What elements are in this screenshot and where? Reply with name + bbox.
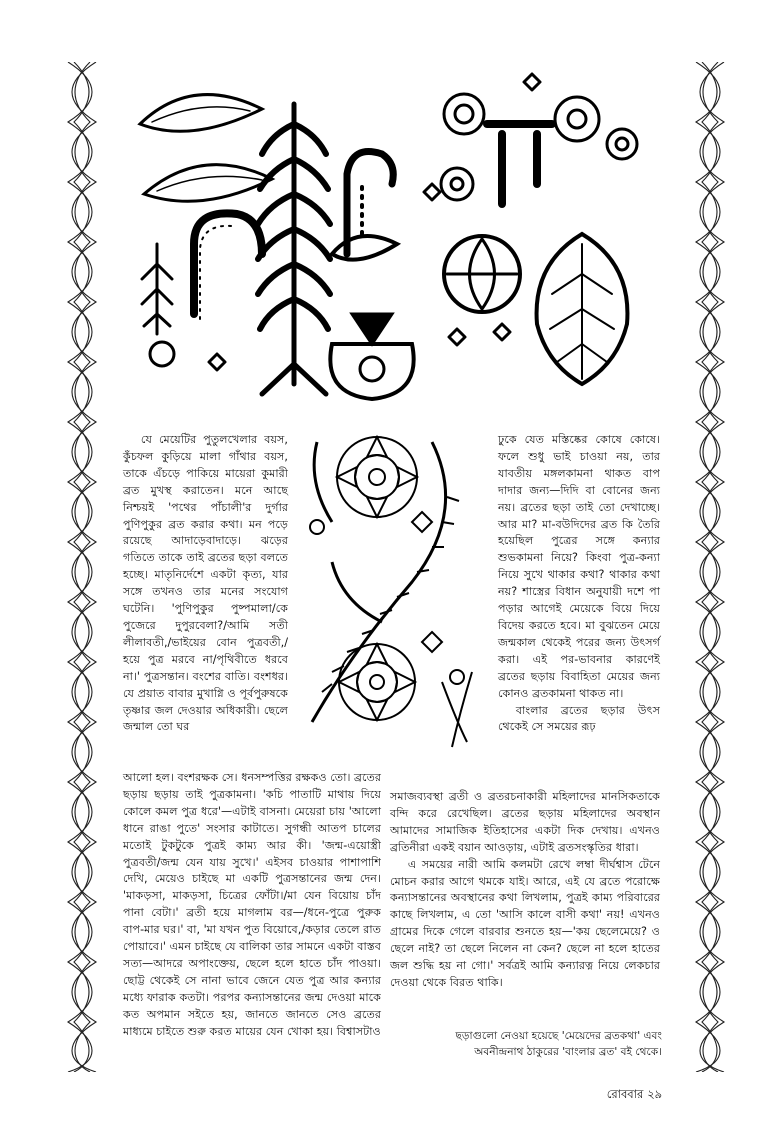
alpana-lotus-vine-illustration (292, 422, 490, 762)
paragraph: বাংলার ব্রতের ছড়ার উৎস থেকেই সে সময়ের রূঢ় (498, 703, 660, 734)
alpana-motifs-illustration (122, 64, 657, 409)
left-border-ornament-icon (60, 62, 104, 1072)
credit-text: ছড়াগুলো নেওয়া হয়েছে 'মেয়েদের ব্রতকথা' এবং অবনীন্দ্রনাথ ঠাকুরের 'বাংলার ব্রত' বই থেকে। (455, 1030, 662, 1058)
pot-icon (330, 314, 413, 399)
article-column-right-top (498, 432, 660, 736)
article-column-left-bottom (123, 770, 381, 1041)
page-footer (560, 1086, 662, 1105)
fern-icon (258, 104, 330, 394)
page-number: ২৯ (647, 1087, 662, 1101)
paragraph: সমাজব্যবস্থা ব্রতী ও ব্রতরচনাকারী মহিলাদের মানসিকতাকে বন্দি করে রেখেছিল। ব্রতের ছড়ায় মহিলাদের অবস্থান আমাদের সামাজিক ইতিহাসের একটা দিক দেখায়। এখনও ব্রতিনীরা একই বয়ান আওড়ায়, এটাই ব্রতসংস্কৃতির ধারা। (390, 790, 660, 854)
lotus-flower-icon (337, 437, 417, 517)
paragraph: এ সময়ের নারী আমি কলমটা রেখে লম্বা দীর্ঘশ্বাস টেনে মোচন করার আগে থমকে যাই। আরে, এই যে ব্রতে পরোক্ষে কন্যাসন্তানের অবস্থানের কথা লিখলাম, পুত্রই কাম্য পরিবারের কাছে লিখলাম, এ তো 'আসি কালে বাসী কথা' নয়! এখনও গ্রামের দিকে গেলে বারবার শুনতে হয়—'কয় ছেলেমেয়ে? ও ছেলে নাই? তা ছেলে নিলেন না কেন? ছেলে না হলে হাতের জল শুদ্ধি হয় না গো।' সর্বত্রই আমি কন্যারত্ন নিয়ে লেকচার দেওয়া থেকে বিরত থাকি। (390, 857, 660, 989)
leaf-pod-icon (140, 95, 272, 202)
article-column-left-top (123, 432, 288, 736)
paragraph: ঢুকে যেত মস্তিষ্কের কোষে কোষে। ফলে শুধু ভাই চাওয়া নয়, তার যাবতীয় মঙ্গলকামনা থাকত বাপ দাদার জন্য—দিদি বা বোনের জন্য নয়। ব্রতের ছড়া তাই তো দেখাচ্ছে। আর মা? মা-বউদিদের ব্রত কি তৈরি হয়েছিল পুত্রের সঙ্গে কন্যার শুভকামনা নিয়ে? কিংবা পুত্র-কন্যা নিয়ে সুখে থাকার কথা? থাকার কথা নয়? শাস্ত্রের বিধান অনুযায়ী দশে পা পড়ার আগেই মেয়েকে বিয়ে দিয়ে বিদেয় করতে হবে। মা বুঝতেন মেয়ে জন্মকাল থেকেই পরের জন্য উৎসর্গ করা। এই পর-ভাবনার কারণেই ব্রতের ছড়ায় বিবাহিতা মেয়ের জন্য কোনও ব্রতকামনা থাকত না। (498, 433, 660, 700)
section-name: রোববার (606, 1087, 644, 1101)
source-credit (450, 1028, 662, 1060)
article-column-right-bottom (390, 789, 660, 992)
sun-wheel-icon (444, 236, 520, 312)
paragraph: আলো হল। বংশরক্ষক সে। ধনসম্পত্তির রক্ষকও তো। ব্রতের ছড়ায় ছড়ায় তাই পুত্রকামনা। 'কচি পাতাটি মাথায় দিয়ে কোলে কমল পুত্র ধরে'—এটাই বাসনা। মেয়েরা চায় 'আলো ধানে রাঙা পুতে' সংসার কাটাতে। সুগন্ধী আতপ চালের মতোই টুকটুকে পুত্রই কাম্য আর কী। 'জন্ম-এয়োস্ত্রী পুত্রবতী/জন্ম যেন যায় সুখে।' এইসব চাওয়ার পাশাপাশি দেখি, মেয়েও চাইছে মা একটি পুত্রসন্তানের জন্ম দেন। 'মাকড়সা, মাকড়সা, চিত্রের ফোঁটা।/মা যেন বিয়োয় চাঁদ পানা বেটা।' ব্রতী হয়ে মাগলাম বর—/ধনে-পুত্রে পুরুক বাপ-মার ঘর।' বা, 'মা যখন পুত বিয়োবে,/কড়ার তেলে রাত পোয়াবে।' এমন চাইছে যে বালিকা তার সামনে একটা বাস্তব সত্য—আদরে অপাংক্তেয়, ছেলে হলে হাতে চাঁদ পাওয়া। ছোট্ট থেকেই সে নানা ভাবে জেনে যেত পুত্র আর কন্যার মধ্যে ফারাক কতটা। পরপর কন্যাসন্তানের জন্ম দেওয়া মাকে কত অপমান সইতে হয়, জানতে জানতে সেও ব্রতের মাধ্যমে চাইতে শুরু করত মায়ের যেন খোকা হয়। বিশ্বাসটাও (123, 771, 381, 1038)
lotus-flower-icon (339, 644, 415, 720)
pipal-leaf-icon (537, 234, 628, 384)
paragraph: যে মেয়েটির পুতুলখেলার বয়স, কুঁচফল কুড়িয়ে মালা গাঁথার বয়স, তাকে এঁচড়ে পাকিয়ে মায়েরা কুমারী ব্রত মুখস্থ করাতেন। মনে আছে নিশ্চয়ই 'পথের পাঁচালী'র দুর্গার পুণিপুকুর ব্রত করার কথা। মন পড়ে রয়েছে আদাড়েবাদাড়ে। ঝড়ের গতিতে তাকে তাই ব্রতের ছড়া বলতে হচ্ছে। মাতৃনির্দেশে একটা কৃত্য, যার সঙ্গে তখনও তার মনের সংযোগ ঘটেনি। 'পুণিপুকুর পুষ্পমালা/কে পুজেরে দুপুরবেলা?/আমি সতী লীলাবতী,/ভাইয়ের বোন পুত্রবতী,/হয়ে পুত্র মরবে না/পৃথিবীতে ধরবে না।' পুত্রসন্তান। বংশের বাতি। বংশধর। যে প্রয়াত বাবার মুখাগ্নি ও পূর্বপুরুষকে তৃষ্ণার জল দেওয়ার অধিকারী। ছেলে জন্মাল তো ঘর (123, 433, 288, 734)
right-border-ornament-icon (688, 62, 732, 1072)
